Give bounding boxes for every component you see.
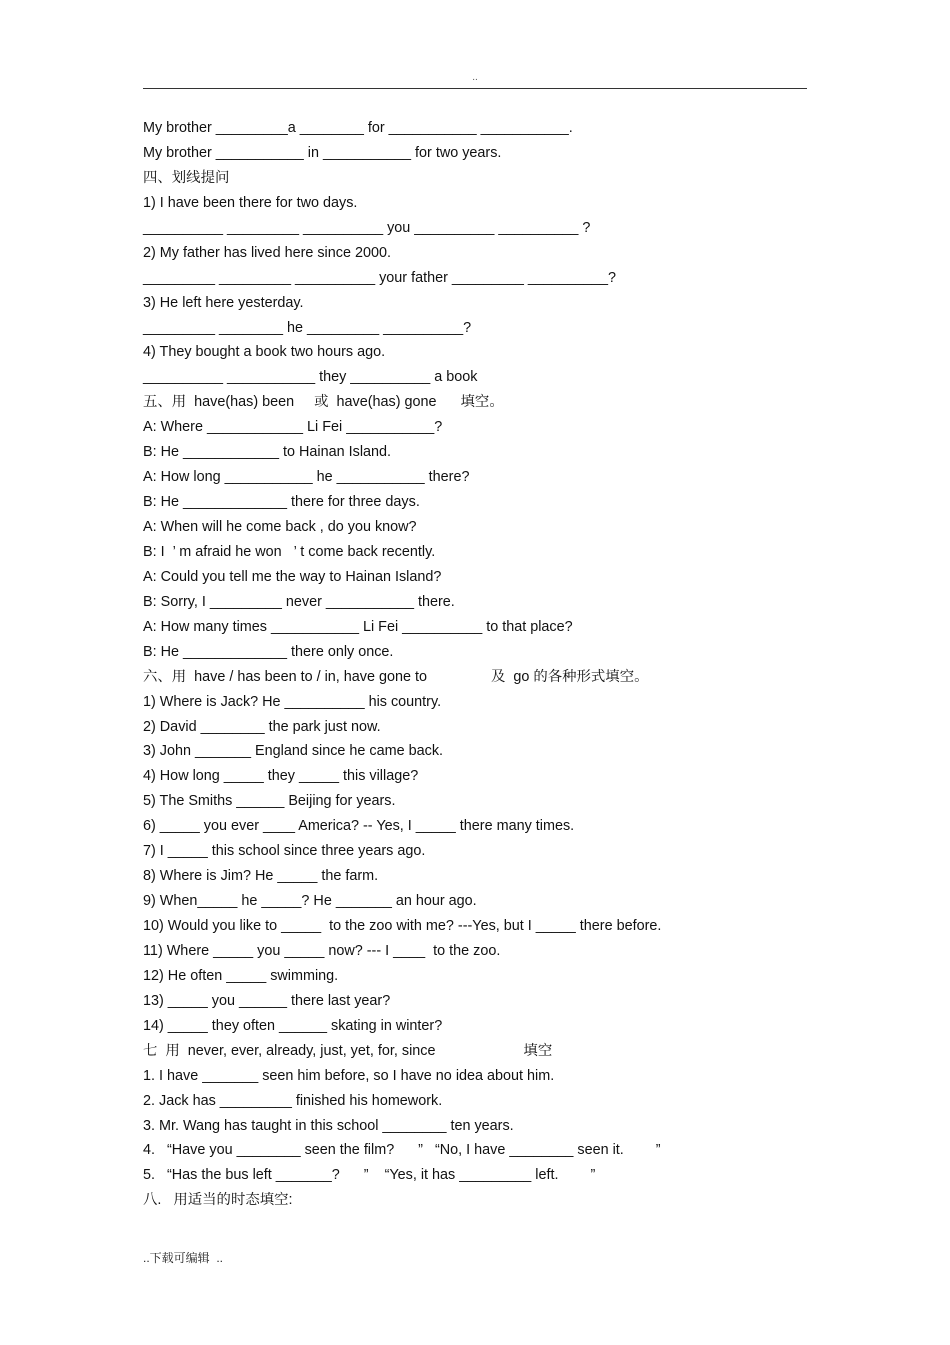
page-header-mark: .. (472, 72, 478, 83)
page-footer: ..下载可编辑 .. (143, 1251, 224, 1265)
worksheet-line: __________ _________ __________ you __________ __________ ? (143, 219, 591, 236)
worksheet-line: 11) Where _____ you _____ now? --- I ____ to the zoo. (143, 942, 501, 959)
worksheet-line: A: How long ___________ he ___________ there? (143, 469, 470, 486)
worksheet-line: 3. Mr. Wang has taught in this school ________ ten years. (143, 1117, 514, 1134)
worksheet-line: 13) _____ you ______ there last year? (143, 992, 391, 1009)
worksheet-line: 8) Where is Jim? He _____ the farm. (143, 868, 379, 885)
section-heading-4: 四、划线提问 (143, 169, 230, 186)
worksheet-line: 3) He left here yesterday. (143, 294, 304, 311)
worksheet-line: B: He _____________ there for three days. (143, 494, 420, 511)
worksheet-line: 1. I have _______ seen him before, so I have no idea about him. (143, 1067, 555, 1084)
worksheet-line: 1) Where is Jack? He __________ his country. (143, 693, 442, 710)
worksheet-line: _________ ________ he _________ __________? (143, 319, 472, 336)
worksheet-line: 3) John _______ England since he came back. (143, 743, 444, 760)
worksheet-line: 2. Jack has _________ finished his homework. (143, 1092, 443, 1109)
worksheet-line: 1) I have been there for two days. (143, 194, 358, 211)
worksheet-line: A: When will he come back , do you know? (143, 519, 417, 535)
worksheet-line: 4. “Have you ________ seen the film? ” “No, I have ________ seen it. ” (143, 1142, 661, 1159)
worksheet-line: A: Could you tell me the way to Hainan Island? (143, 568, 442, 585)
worksheet-line: B: He _____________ there only once. (143, 643, 394, 660)
worksheet-line: _________ _________ __________ your father _________ __________? (143, 269, 616, 286)
section-heading-5: 五、用 have(has) been 或 have(has) gone 填空。 (143, 394, 504, 411)
worksheet-line: 10) Would you like to _____ to the zoo with me? ---Yes, but I _____ there before. (143, 918, 662, 934)
worksheet-line: B: Sorry, I _________ never ___________ there. (143, 593, 455, 610)
worksheet-line: 4) They bought a book two hours ago. (143, 344, 386, 361)
worksheet-line: B: He ____________ to Hainan Island. (143, 444, 392, 461)
worksheet-line: My brother _________a ________ for ___________ ___________. (143, 120, 573, 136)
worksheet-line: 14) _____ they often ______ skating in winter? (143, 1017, 443, 1034)
worksheet-line: __________ ___________ they __________ a book (143, 369, 478, 386)
section-heading-7: 七 用 never, ever, already, just, yet, for, since 填空 (143, 1042, 553, 1059)
worksheet-line: 5) The Smiths ______ Beijing for years. (143, 793, 396, 810)
section-heading-6: 六、用 have / has been to / in, have gone to 及 go 的各种形式填空。 (143, 668, 649, 685)
section-heading-8: 八. 用适当的时态填空: (143, 1192, 293, 1209)
worksheet-line: My brother ___________ in ___________ for two years. (143, 144, 502, 161)
worksheet-line: 2) David ________ the park just now. (143, 718, 381, 735)
worksheet-line: B: I ’ m afraid he won ’ t come back recently. (143, 543, 436, 560)
worksheet-line: 6) _____ you ever ____ America? -- Yes, I _____ there many times. (143, 818, 575, 835)
worksheet-line: 9) When_____ he _____? He _______ an hour ago. (143, 893, 477, 910)
worksheet-body (143, 116, 807, 1213)
worksheet-line: 7) I _____ this school since three years ago. (143, 843, 426, 860)
worksheet-line: A: How many times ___________ Li Fei __________ to that place? (143, 618, 573, 635)
worksheet-line: 2) My father has lived here since 2000. (143, 244, 391, 261)
worksheet-line: A: Where ____________ Li Fei ___________? (143, 419, 443, 436)
header-rule (143, 88, 807, 89)
worksheet-line: 12) He often _____ swimming. (143, 967, 339, 984)
worksheet-line: 5. “Has the bus left _______? ” “Yes, it has _________ left. ” (143, 1167, 596, 1184)
worksheet-line: 4) How long _____ they _____ this village? (143, 768, 419, 785)
